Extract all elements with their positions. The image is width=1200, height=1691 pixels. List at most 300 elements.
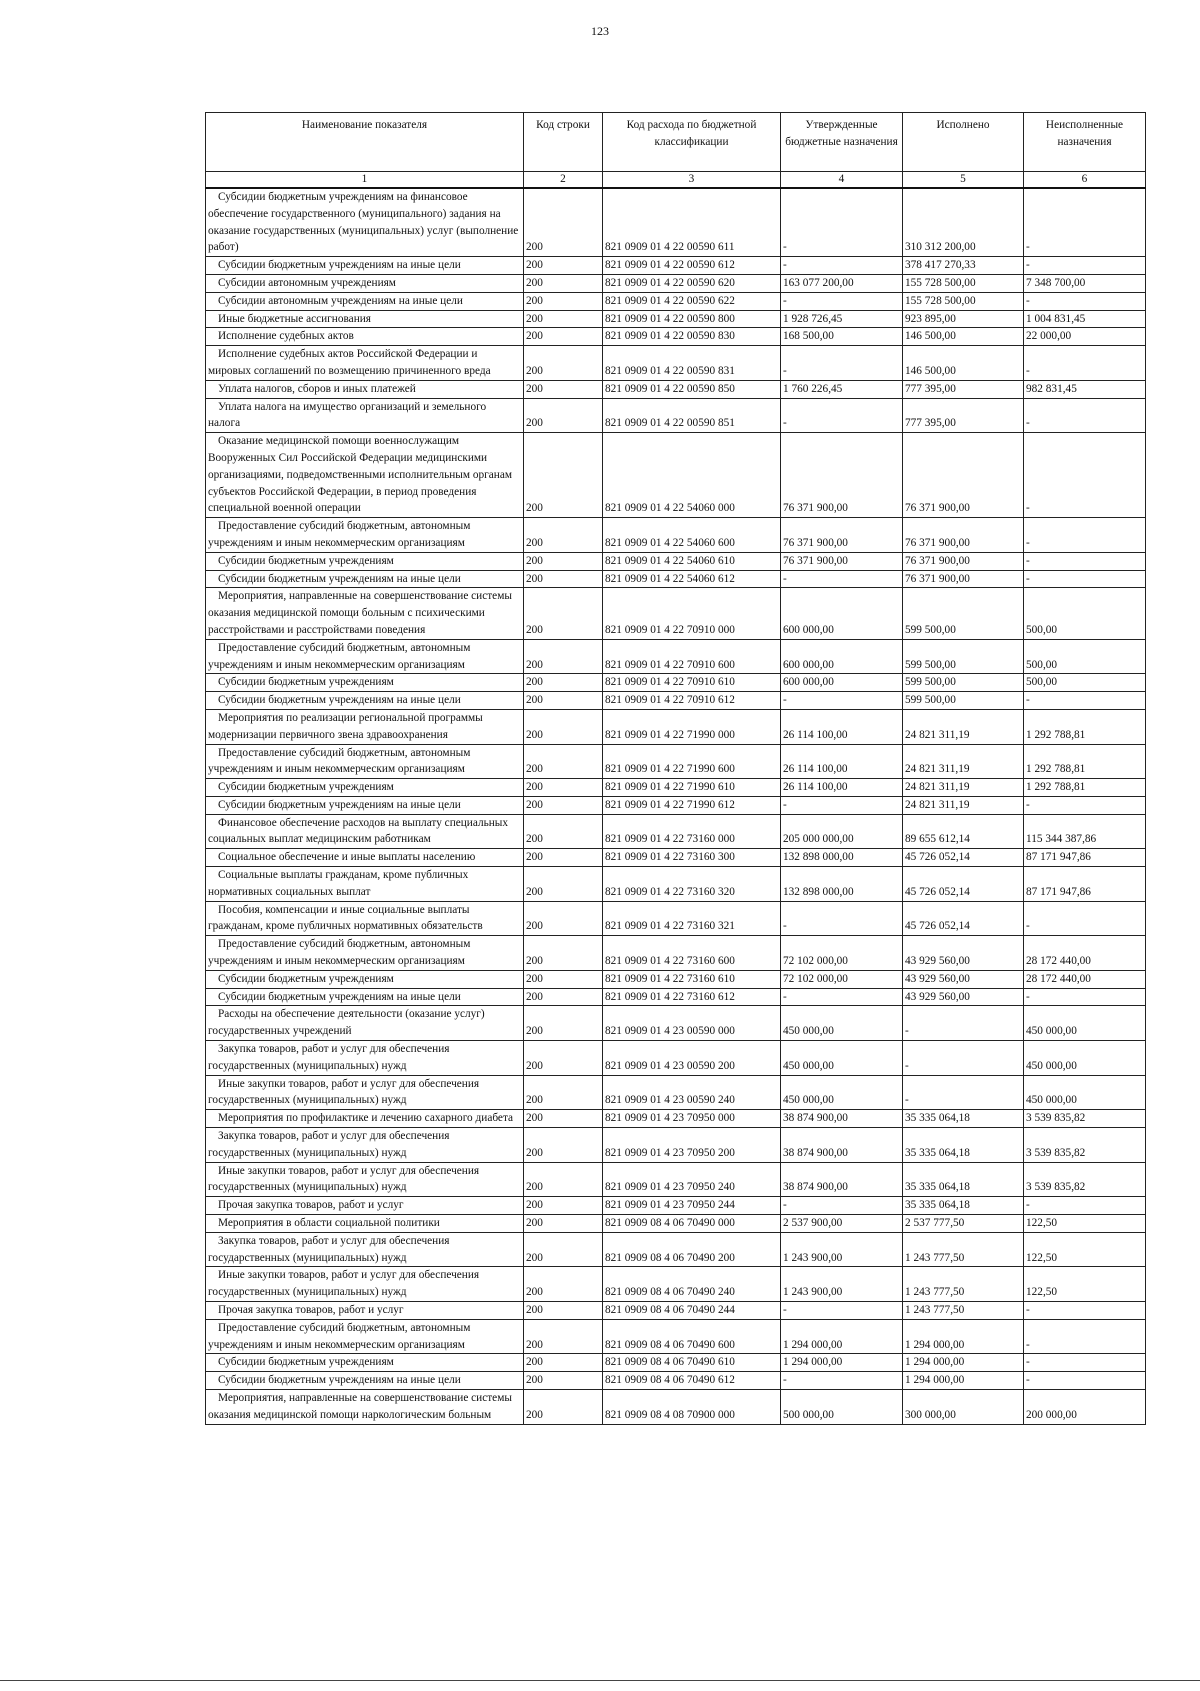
row-name-text: Субсидии бюджетным учреждениям: [218, 676, 394, 689]
row-line-code-cell: 200: [524, 1319, 603, 1354]
row-classification-code-cell: 821 0909 01 4 22 00590 851: [603, 398, 781, 433]
row-executed-cell: 35 335 064,18: [903, 1128, 1024, 1163]
row-executed-cell: 76 371 900,00: [903, 570, 1024, 588]
row-unexecuted-cell: -: [1024, 988, 1146, 1006]
row-approved-cell: 163 077 200,00: [781, 274, 903, 292]
row-name-cell: [206, 1215, 524, 1233]
row-name-cell: [206, 1302, 524, 1320]
row-name-text: Мероприятия, направленные на совершенствование системы оказания медицинской помощи наркологическим больным: [208, 1391, 512, 1421]
row-line-code-cell: 200: [524, 674, 603, 692]
row-approved-cell: 38 874 900,00: [781, 1162, 903, 1197]
row-unexecuted-cell: 982 831,45: [1024, 380, 1146, 398]
row-name-cell: [206, 849, 524, 867]
row-unexecuted-cell: 3 539 835,82: [1024, 1128, 1146, 1163]
row-name-text: Мероприятия по реализации региональной программы модернизации первичного звена здравоохранения: [208, 711, 483, 741]
row-line-code-cell: 200: [524, 1162, 603, 1197]
table-row: [206, 552, 1146, 570]
row-approved-cell: -: [781, 398, 903, 433]
row-name-text: Субсидии бюджетным учреждениям: [218, 781, 394, 794]
row-name-text: Субсидии бюджетным учреждениям на иные цели: [218, 798, 461, 811]
row-name-cell: [206, 588, 524, 639]
row-approved-cell: -: [781, 1302, 903, 1320]
row-executed-cell: 43 929 560,00: [903, 988, 1024, 1006]
header-executed: Исполнено: [903, 113, 1024, 172]
row-name-cell: [206, 814, 524, 849]
row-unexecuted-cell: 500,00: [1024, 639, 1146, 674]
row-name-cell: [206, 188, 524, 257]
row-unexecuted-cell: 1 292 788,81: [1024, 779, 1146, 797]
row-line-code-cell: 200: [524, 988, 603, 1006]
row-classification-code-cell: 821 0909 08 4 06 70490 612: [603, 1372, 781, 1390]
row-executed-cell: 146 500,00: [903, 346, 1024, 381]
table-row: [206, 274, 1146, 292]
row-executed-cell: -: [903, 1006, 1024, 1041]
row-classification-code-cell: 821 0909 01 4 22 00590 850: [603, 380, 781, 398]
row-name-cell: [206, 380, 524, 398]
row-name-cell: [206, 518, 524, 553]
column-number: 6: [1024, 172, 1146, 189]
table-row: [206, 814, 1146, 849]
table-row: [206, 674, 1146, 692]
row-name-cell: [206, 328, 524, 346]
row-name-cell: [206, 796, 524, 814]
row-unexecuted-cell: 7 348 700,00: [1024, 274, 1146, 292]
row-line-code-cell: 200: [524, 328, 603, 346]
budget-execution-table: [205, 112, 1146, 1425]
table-row: [206, 518, 1146, 553]
table-row: [206, 1302, 1146, 1320]
row-unexecuted-cell: -: [1024, 796, 1146, 814]
row-name-text: Предоставление субсидий бюджетным, автономным учреждениям и иным некоммерческим организациям: [208, 746, 471, 776]
table-row: [206, 1267, 1146, 1302]
row-classification-code-cell: 821 0909 01 4 22 73160 000: [603, 814, 781, 849]
row-classification-code-cell: 821 0909 08 4 06 70490 244: [603, 1302, 781, 1320]
row-classification-code-cell: 821 0909 01 4 23 70950 200: [603, 1128, 781, 1163]
row-name-text: Исполнение судебных актов Российской Федерации и мировых соглашений по возмещению причиненного вреда: [208, 348, 491, 377]
row-executed-cell: 155 728 500,00: [903, 274, 1024, 292]
row-name-text: Прочая закупка товаров, работ и услуг: [218, 1199, 404, 1212]
row-name-text: Субсидии бюджетным учреждениям на иные цели: [218, 572, 461, 585]
row-executed-cell: 599 500,00: [903, 639, 1024, 674]
row-executed-cell: 35 335 064,18: [903, 1110, 1024, 1128]
row-unexecuted-cell: 28 172 440,00: [1024, 970, 1146, 988]
row-executed-cell: 1 243 777,50: [903, 1232, 1024, 1267]
row-approved-cell: 2 537 900,00: [781, 1215, 903, 1233]
row-line-code-cell: 200: [524, 346, 603, 381]
table-row: [206, 570, 1146, 588]
row-name-text: Исполнение судебных актов: [218, 330, 354, 343]
row-executed-cell: 24 821 311,19: [903, 779, 1024, 797]
row-unexecuted-cell: -: [1024, 1197, 1146, 1215]
row-name-text: Субсидии бюджетным учреждениям на иные цели: [218, 990, 461, 1003]
row-classification-code-cell: 821 0909 01 4 22 54060 000: [603, 433, 781, 518]
row-approved-cell: -: [781, 292, 903, 310]
row-approved-cell: -: [781, 796, 903, 814]
table-row: [206, 1232, 1146, 1267]
row-approved-cell: 38 874 900,00: [781, 1110, 903, 1128]
row-name-text: Предоставление субсидий бюджетным, автономным учреждениям и иным некоммерческим организациям: [208, 1321, 471, 1351]
row-classification-code-cell: 821 0909 01 4 22 71990 600: [603, 744, 781, 779]
table-row: [206, 380, 1146, 398]
row-unexecuted-cell: 115 344 387,86: [1024, 814, 1146, 849]
column-number: 5: [903, 172, 1024, 189]
row-executed-cell: 89 655 612,14: [903, 814, 1024, 849]
row-executed-cell: 599 500,00: [903, 674, 1024, 692]
row-executed-cell: 155 728 500,00: [903, 292, 1024, 310]
row-approved-cell: -: [781, 346, 903, 381]
row-unexecuted-cell: 28 172 440,00: [1024, 936, 1146, 971]
row-approved-cell: 450 000,00: [781, 1075, 903, 1110]
row-approved-cell: 500 000,00: [781, 1389, 903, 1424]
row-unexecuted-cell: -: [1024, 1372, 1146, 1390]
row-unexecuted-cell: 1 292 788,81: [1024, 709, 1146, 744]
row-name-cell: [206, 1128, 524, 1163]
row-approved-cell: 168 500,00: [781, 328, 903, 346]
row-name-text: Закупка товаров, работ и услуг для обеспечения государственных (муниципальных) нужд: [208, 1130, 450, 1159]
row-executed-cell: 24 821 311,19: [903, 709, 1024, 744]
row-approved-cell: 76 371 900,00: [781, 518, 903, 553]
row-name-cell: [206, 1267, 524, 1302]
row-unexecuted-cell: 3 539 835,82: [1024, 1110, 1146, 1128]
column-number: 2: [524, 172, 603, 189]
row-approved-cell: -: [781, 692, 903, 710]
row-line-code-cell: 200: [524, 274, 603, 292]
row-name-text: Предоставление субсидий бюджетным, автономным учреждениям и иным некоммерческим организациям: [208, 641, 471, 671]
table-row: [206, 936, 1146, 971]
table-row: [206, 867, 1146, 902]
row-classification-code-cell: 821 0909 01 4 22 71990 000: [603, 709, 781, 744]
row-approved-cell: 132 898 000,00: [781, 867, 903, 902]
row-name-text: Уплата налога на имущество организаций и земельного налога: [208, 400, 487, 430]
row-classification-code-cell: 821 0909 08 4 06 70490 600: [603, 1319, 781, 1354]
row-approved-cell: -: [781, 901, 903, 936]
row-classification-code-cell: 821 0909 01 4 22 54060 600: [603, 518, 781, 553]
row-classification-code-cell: 821 0909 08 4 06 70490 240: [603, 1267, 781, 1302]
row-line-code-cell: 200: [524, 1128, 603, 1163]
row-name-text: Оказание медицинской помощи военнослужащим Вооруженных Сил Российской Федерации медицинскими организациями, подведомственными исполнительным органам субъектов Российской Федерации, в период проведения специальной военной операции: [208, 435, 512, 515]
row-executed-cell: 2 537 777,50: [903, 1215, 1024, 1233]
row-classification-code-cell: 821 0909 01 4 23 00590 200: [603, 1041, 781, 1076]
table-row: [206, 346, 1146, 381]
page-number: 123: [591, 24, 609, 38]
row-name-cell: [206, 346, 524, 381]
row-classification-code-cell: 821 0909 01 4 22 70910 000: [603, 588, 781, 639]
table-row: [206, 779, 1146, 797]
row-executed-cell: 76 371 900,00: [903, 433, 1024, 518]
row-executed-cell: 378 417 270,33: [903, 257, 1024, 275]
row-line-code-cell: 200: [524, 570, 603, 588]
table-row: [206, 310, 1146, 328]
table-row: [206, 1215, 1146, 1233]
row-approved-cell: 600 000,00: [781, 588, 903, 639]
table-row: [206, 849, 1146, 867]
row-line-code-cell: 200: [524, 380, 603, 398]
row-executed-cell: 76 371 900,00: [903, 552, 1024, 570]
row-line-code-cell: 200: [524, 1354, 603, 1372]
table-row: [206, 257, 1146, 275]
row-unexecuted-cell: 450 000,00: [1024, 1075, 1146, 1110]
row-name-text: Иные закупки товаров, работ и услуг для обеспечения государственных (муниципальных) нужд: [208, 1269, 480, 1299]
row-approved-cell: 76 371 900,00: [781, 433, 903, 518]
row-approved-cell: 450 000,00: [781, 1006, 903, 1041]
row-approved-cell: 26 114 100,00: [781, 779, 903, 797]
row-name-text: Иные бюджетные ассигнования: [218, 312, 371, 325]
row-unexecuted-cell: 122,50: [1024, 1215, 1146, 1233]
row-executed-cell: 1 294 000,00: [903, 1354, 1024, 1372]
row-name-text: Расходы на обеспечение деятельности (оказание услуг) государственных учреждений: [208, 1008, 485, 1038]
row-classification-code-cell: 821 0909 01 4 22 00590 612: [603, 257, 781, 275]
row-executed-cell: 43 929 560,00: [903, 970, 1024, 988]
table-row: [206, 292, 1146, 310]
row-line-code-cell: 200: [524, 1215, 603, 1233]
row-executed-cell: 300 000,00: [903, 1389, 1024, 1424]
table-row: [206, 1389, 1146, 1424]
row-classification-code-cell: 821 0909 01 4 22 73160 600: [603, 936, 781, 971]
row-line-code-cell: 200: [524, 257, 603, 275]
row-executed-cell: 35 335 064,18: [903, 1162, 1024, 1197]
row-name-text: Уплата налогов, сборов и иных платежей: [218, 382, 416, 395]
row-executed-cell: 24 821 311,19: [903, 796, 1024, 814]
row-name-cell: [206, 1319, 524, 1354]
row-approved-cell: 600 000,00: [781, 639, 903, 674]
row-name-text: Закупка товаров, работ и услуг для обеспечения государственных (муниципальных) нужд: [208, 1234, 450, 1264]
row-name-text: Мероприятия по профилактике и лечению сахарного диабета: [218, 1112, 514, 1125]
row-line-code-cell: 200: [524, 692, 603, 710]
row-approved-cell: 450 000,00: [781, 1041, 903, 1076]
row-approved-cell: 1 294 000,00: [781, 1319, 903, 1354]
table-row: [206, 970, 1146, 988]
row-line-code-cell: 200: [524, 1075, 603, 1110]
row-classification-code-cell: 821 0909 01 4 22 00590 800: [603, 310, 781, 328]
row-unexecuted-cell: -: [1024, 398, 1146, 433]
row-line-code-cell: 200: [524, 310, 603, 328]
row-classification-code-cell: 821 0909 01 4 22 00590 611: [603, 188, 781, 257]
row-unexecuted-cell: -: [1024, 552, 1146, 570]
table-row: [206, 1006, 1146, 1041]
row-approved-cell: 72 102 000,00: [781, 936, 903, 971]
row-line-code-cell: 200: [524, 901, 603, 936]
row-line-code-cell: 200: [524, 518, 603, 553]
row-unexecuted-cell: -: [1024, 901, 1146, 936]
row-name-cell: [206, 970, 524, 988]
row-unexecuted-cell: 122,50: [1024, 1232, 1146, 1267]
row-classification-code-cell: 821 0909 08 4 06 70490 610: [603, 1354, 781, 1372]
row-executed-cell: -: [903, 1041, 1024, 1076]
row-unexecuted-cell: -: [1024, 570, 1146, 588]
row-classification-code-cell: 821 0909 01 4 22 71990 612: [603, 796, 781, 814]
row-name-cell: [206, 310, 524, 328]
row-executed-cell: 24 821 311,19: [903, 744, 1024, 779]
row-unexecuted-cell: 1 004 831,45: [1024, 310, 1146, 328]
page-bottom-rule: [0, 1680, 1200, 1681]
table-row: [206, 744, 1146, 779]
row-name-cell: [206, 1389, 524, 1424]
row-unexecuted-cell: -: [1024, 1319, 1146, 1354]
row-approved-cell: 1 760 226,45: [781, 380, 903, 398]
table-header-row: [206, 113, 1146, 172]
row-line-code-cell: 200: [524, 1197, 603, 1215]
row-unexecuted-cell: -: [1024, 188, 1146, 257]
row-executed-cell: 76 371 900,00: [903, 518, 1024, 553]
table-row: [206, 1162, 1146, 1197]
table-row: [206, 796, 1146, 814]
row-executed-cell: 1 294 000,00: [903, 1319, 1024, 1354]
table-row: [206, 988, 1146, 1006]
header-unexecuted: Неисполненные назначения: [1024, 113, 1146, 172]
header-indicator-name: Наименование показателя: [206, 113, 524, 172]
row-executed-cell: 146 500,00: [903, 328, 1024, 346]
row-name-cell: [206, 744, 524, 779]
table-row: [206, 398, 1146, 433]
row-line-code-cell: 200: [524, 1372, 603, 1390]
row-executed-cell: 1 243 777,50: [903, 1267, 1024, 1302]
row-line-code-cell: 200: [524, 779, 603, 797]
row-approved-cell: -: [781, 1197, 903, 1215]
row-unexecuted-cell: 450 000,00: [1024, 1041, 1146, 1076]
row-classification-code-cell: 821 0909 01 4 23 00590 000: [603, 1006, 781, 1041]
row-executed-cell: 777 395,00: [903, 380, 1024, 398]
row-approved-cell: 1 243 900,00: [781, 1232, 903, 1267]
row-line-code-cell: 200: [524, 814, 603, 849]
header-line-code: Код строки: [524, 113, 603, 172]
row-name-text: Субсидии бюджетным учреждениям на иные цели: [218, 259, 461, 272]
row-unexecuted-cell: -: [1024, 292, 1146, 310]
row-executed-cell: 45 726 052,14: [903, 849, 1024, 867]
table-row: [206, 1354, 1146, 1372]
row-name-cell: [206, 1006, 524, 1041]
table-row: [206, 328, 1146, 346]
header-budget-classification-code: Код расхода по бюджетной классификации: [603, 113, 781, 172]
row-unexecuted-cell: -: [1024, 257, 1146, 275]
row-approved-cell: 132 898 000,00: [781, 849, 903, 867]
row-name-text: Предоставление субсидий бюджетным, автономным учреждениям и иным некоммерческим организациям: [208, 520, 471, 549]
table-row: [206, 1075, 1146, 1110]
row-classification-code-cell: 821 0909 01 4 22 73160 612: [603, 988, 781, 1006]
table-row: [206, 1128, 1146, 1163]
row-name-cell: [206, 1041, 524, 1076]
row-name-text: Субсидии автономным учреждениям на иные цели: [218, 294, 463, 307]
row-line-code-cell: 200: [524, 639, 603, 674]
column-number: 1: [206, 172, 524, 189]
row-unexecuted-cell: -: [1024, 433, 1146, 518]
row-executed-cell: 45 726 052,14: [903, 867, 1024, 902]
row-line-code-cell: 200: [524, 1041, 603, 1076]
row-name-cell: [206, 570, 524, 588]
row-line-code-cell: 200: [524, 970, 603, 988]
row-line-code-cell: 200: [524, 849, 603, 867]
row-line-code-cell: 200: [524, 1232, 603, 1267]
row-unexecuted-cell: -: [1024, 1354, 1146, 1372]
row-approved-cell: -: [781, 188, 903, 257]
row-line-code-cell: 200: [524, 188, 603, 257]
row-unexecuted-cell: 500,00: [1024, 588, 1146, 639]
row-name-cell: [206, 274, 524, 292]
table-row: [206, 639, 1146, 674]
row-name-cell: [206, 988, 524, 1006]
header-approved-budget: Утвержденные бюджетные назначения: [781, 113, 903, 172]
row-name-cell: [206, 1162, 524, 1197]
table-row: [206, 1197, 1146, 1215]
row-line-code-cell: 200: [524, 433, 603, 518]
table-row: [206, 188, 1146, 257]
row-executed-cell: 1 243 777,50: [903, 1302, 1024, 1320]
table-row: [206, 1041, 1146, 1076]
row-unexecuted-cell: -: [1024, 518, 1146, 553]
row-classification-code-cell: 821 0909 01 4 22 54060 612: [603, 570, 781, 588]
row-approved-cell: 26 114 100,00: [781, 709, 903, 744]
row-classification-code-cell: 821 0909 01 4 23 70950 244: [603, 1197, 781, 1215]
table-body: [206, 188, 1146, 1424]
row-classification-code-cell: 821 0909 01 4 23 70950 240: [603, 1162, 781, 1197]
row-classification-code-cell: 821 0909 01 4 22 73160 321: [603, 901, 781, 936]
row-name-text: Мероприятия в области социальной политики: [218, 1217, 440, 1230]
column-number: 4: [781, 172, 903, 189]
row-name-cell: [206, 1075, 524, 1110]
row-executed-cell: 599 500,00: [903, 588, 1024, 639]
row-unexecuted-cell: -: [1024, 346, 1146, 381]
row-approved-cell: -: [781, 1372, 903, 1390]
row-name-cell: [206, 936, 524, 971]
row-name-text: Субсидии бюджетным учреждениям: [218, 554, 394, 567]
row-line-code-cell: 200: [524, 744, 603, 779]
row-unexecuted-cell: 500,00: [1024, 674, 1146, 692]
row-approved-cell: 72 102 000,00: [781, 970, 903, 988]
row-classification-code-cell: 821 0909 01 4 22 00590 622: [603, 292, 781, 310]
row-classification-code-cell: 821 0909 08 4 08 70900 000: [603, 1389, 781, 1424]
row-classification-code-cell: 821 0909 01 4 22 00590 620: [603, 274, 781, 292]
row-name-text: Иные закупки товаров, работ и услуг для обеспечения государственных (муниципальных) нужд: [208, 1164, 480, 1194]
row-approved-cell: 1 928 726,45: [781, 310, 903, 328]
row-line-code-cell: 200: [524, 588, 603, 639]
row-classification-code-cell: 821 0909 01 4 22 70910 612: [603, 692, 781, 710]
row-classification-code-cell: 821 0909 01 4 22 00590 831: [603, 346, 781, 381]
row-name-cell: [206, 779, 524, 797]
row-name-text: Субсидии бюджетным учреждениям на иные цели: [218, 1374, 461, 1387]
row-classification-code-cell: 821 0909 01 4 22 73160 320: [603, 867, 781, 902]
row-name-text: Субсидии бюджетным учреждениям: [218, 972, 394, 985]
row-name-cell: [206, 867, 524, 902]
row-classification-code-cell: 821 0909 01 4 22 73160 610: [603, 970, 781, 988]
row-line-code-cell: 200: [524, 796, 603, 814]
row-classification-code-cell: 821 0909 01 4 22 70910 600: [603, 639, 781, 674]
row-name-cell: [206, 398, 524, 433]
row-line-code-cell: 200: [524, 867, 603, 902]
column-numbers-row: [206, 172, 1146, 189]
row-unexecuted-cell: 1 292 788,81: [1024, 744, 1146, 779]
row-unexecuted-cell: 87 171 947,86: [1024, 867, 1146, 902]
row-unexecuted-cell: 22 000,00: [1024, 328, 1146, 346]
row-approved-cell: 205 000 000,00: [781, 814, 903, 849]
column-number: 3: [603, 172, 781, 189]
row-name-cell: [206, 257, 524, 275]
row-classification-code-cell: 821 0909 08 4 06 70490 200: [603, 1232, 781, 1267]
row-executed-cell: 1 294 000,00: [903, 1372, 1024, 1390]
row-name-cell: [206, 1232, 524, 1267]
table-row: [206, 1319, 1146, 1354]
row-unexecuted-cell: 87 171 947,86: [1024, 849, 1146, 867]
row-line-code-cell: 200: [524, 552, 603, 570]
row-classification-code-cell: 821 0909 01 4 22 00590 830: [603, 328, 781, 346]
row-classification-code-cell: 821 0909 01 4 22 70910 610: [603, 674, 781, 692]
row-executed-cell: 43 929 560,00: [903, 936, 1024, 971]
row-unexecuted-cell: -: [1024, 1302, 1146, 1320]
row-line-code-cell: 200: [524, 292, 603, 310]
row-unexecuted-cell: 3 539 835,82: [1024, 1162, 1146, 1197]
table-row: [206, 433, 1146, 518]
row-unexecuted-cell: 122,50: [1024, 1267, 1146, 1302]
row-classification-code-cell: 821 0909 01 4 22 54060 610: [603, 552, 781, 570]
row-executed-cell: 599 500,00: [903, 692, 1024, 710]
